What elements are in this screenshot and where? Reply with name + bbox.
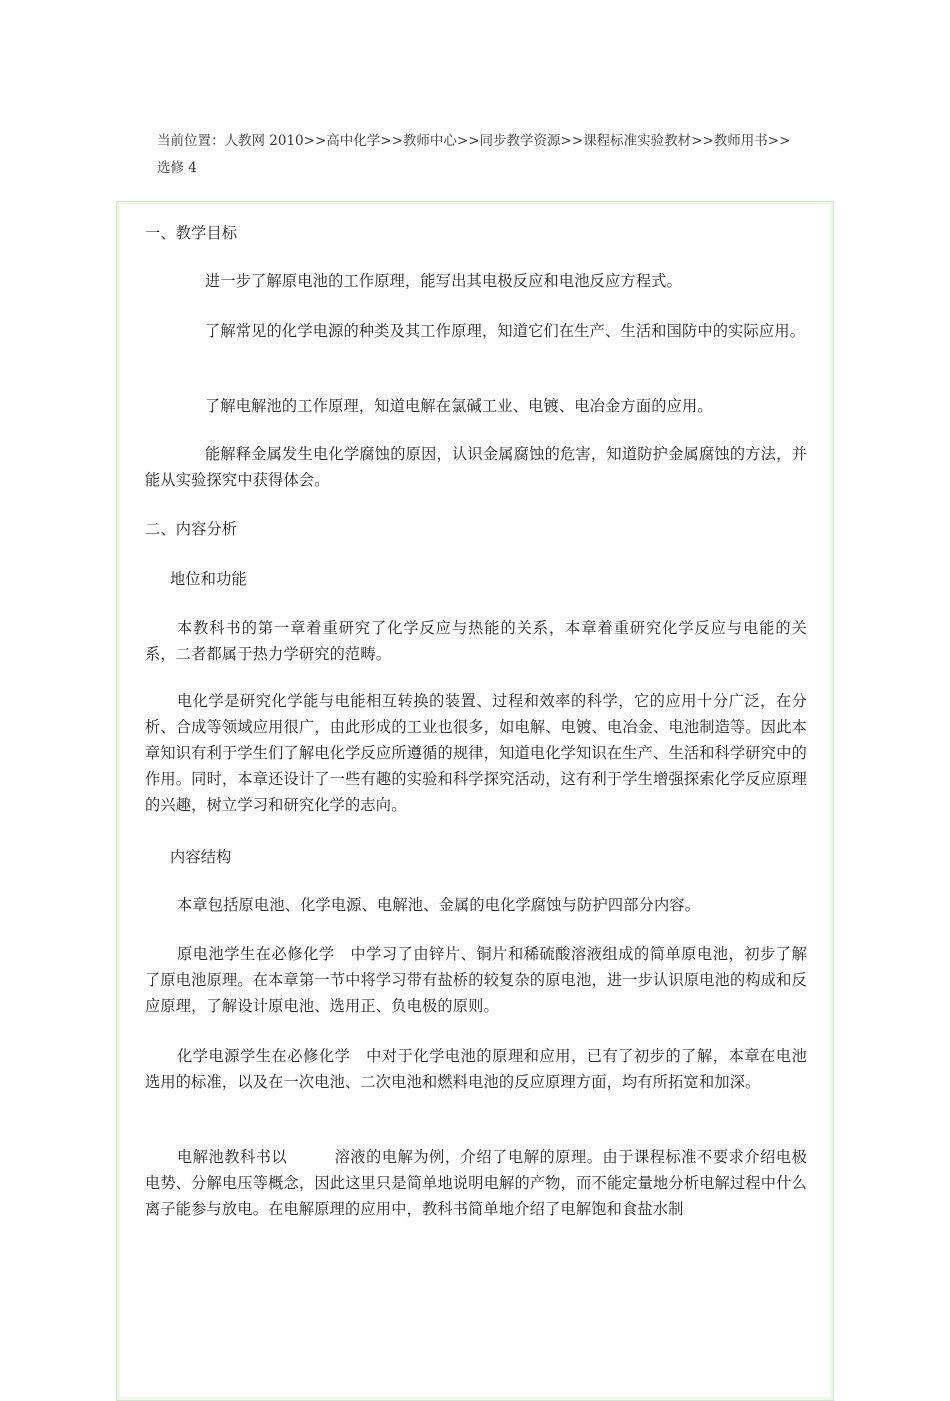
section-heading-goals: 一、教学目标 — [145, 224, 238, 242]
paragraph: 本章包括原电池、化学电源、电解池、金属的电化学腐蚀与防护四部分内容。 — [177, 896, 701, 914]
paragraph: 电化学是研究化学能与电能相互转换的装置、过程和效率的科学，它的应用十分广泛，在分析、合成等领域应用很广，由此形成的工业也很多，如电解、电镀、电冶金、电池制造等。因此本章知识有利于学生们了解电化学反应所遵循的规律，知道电化学知识在生产、生活和科学研究中的作用。同时，本章还设计了一些有趣的实验和科学探究活动，这有利于学生增强探索化学反应原理的兴趣，树立学习和研究化学的志向。 — [145, 692, 807, 814]
paragraph: 本教科书的第一章着重研究了化学反应与热能的关系，本章着重研究化学反应与电能的关系，二者都属于热力学研究的范畴。 — [145, 619, 807, 663]
breadcrumb: 当前位置：人教网 2010>>高中化学>>教师中心>>同步教学资源>>课程标准实验教材>>教师用书>>选修 4 — [157, 133, 791, 176]
subheading-role: 地位和功能 — [170, 570, 247, 588]
subheading-structure: 内容结构 — [170, 848, 232, 866]
goal-item: 了解常见的化学电源的种类及其工作原理，知道它们在生产、生活和国防中的实际应用。 — [205, 322, 806, 340]
goal-item: 能解释金属发生电化学腐蚀的原因，认识金属腐蚀的危害，知道防护金属腐蚀的方法，并能从实验探究中获得体会。 — [145, 445, 807, 489]
paragraph: 原电池学生在必修化学 中学习了由锌片、铜片和稀硫酸溶液组成的简单原电池，初步了解了原电池原理。在本章第一节中将学习带有盐桥的较复杂的原电池，进一步认识原电池的构成和反应原理，了解设计原电池、选用正、负电极的原则。 — [145, 945, 807, 1015]
goal-item: 了解电解池的工作原理，知道电解在氯碱工业、电镀、电冶金方面的应用。 — [205, 397, 713, 415]
goal-item: 进一步了解原电池的工作原理，能写出其电极反应和电池反应方程式。 — [205, 272, 683, 290]
section-heading-analysis: 二、内容分析 — [145, 520, 238, 538]
paragraph: 电解池教科书以 溶液的电解为例，介绍了电解的原理。由于课程标准不要求介绍电极电势、分解电压等概念，因此这里只是简单地说明电解的产物，而不能定量地分析电解过程中什么离子能参与放电。在电解原理的应用中，教科书简单地介绍了电解饱和食盐水制 — [145, 1148, 807, 1218]
paragraph: 化学电源学生在必修化学 中对于化学电池的原理和应用，已有了初步的了解，本章在电池选用的标准，以及在一次电池、二次电池和燃料电池的反应原理方面，均有所拓宽和加深。 — [145, 1047, 807, 1091]
